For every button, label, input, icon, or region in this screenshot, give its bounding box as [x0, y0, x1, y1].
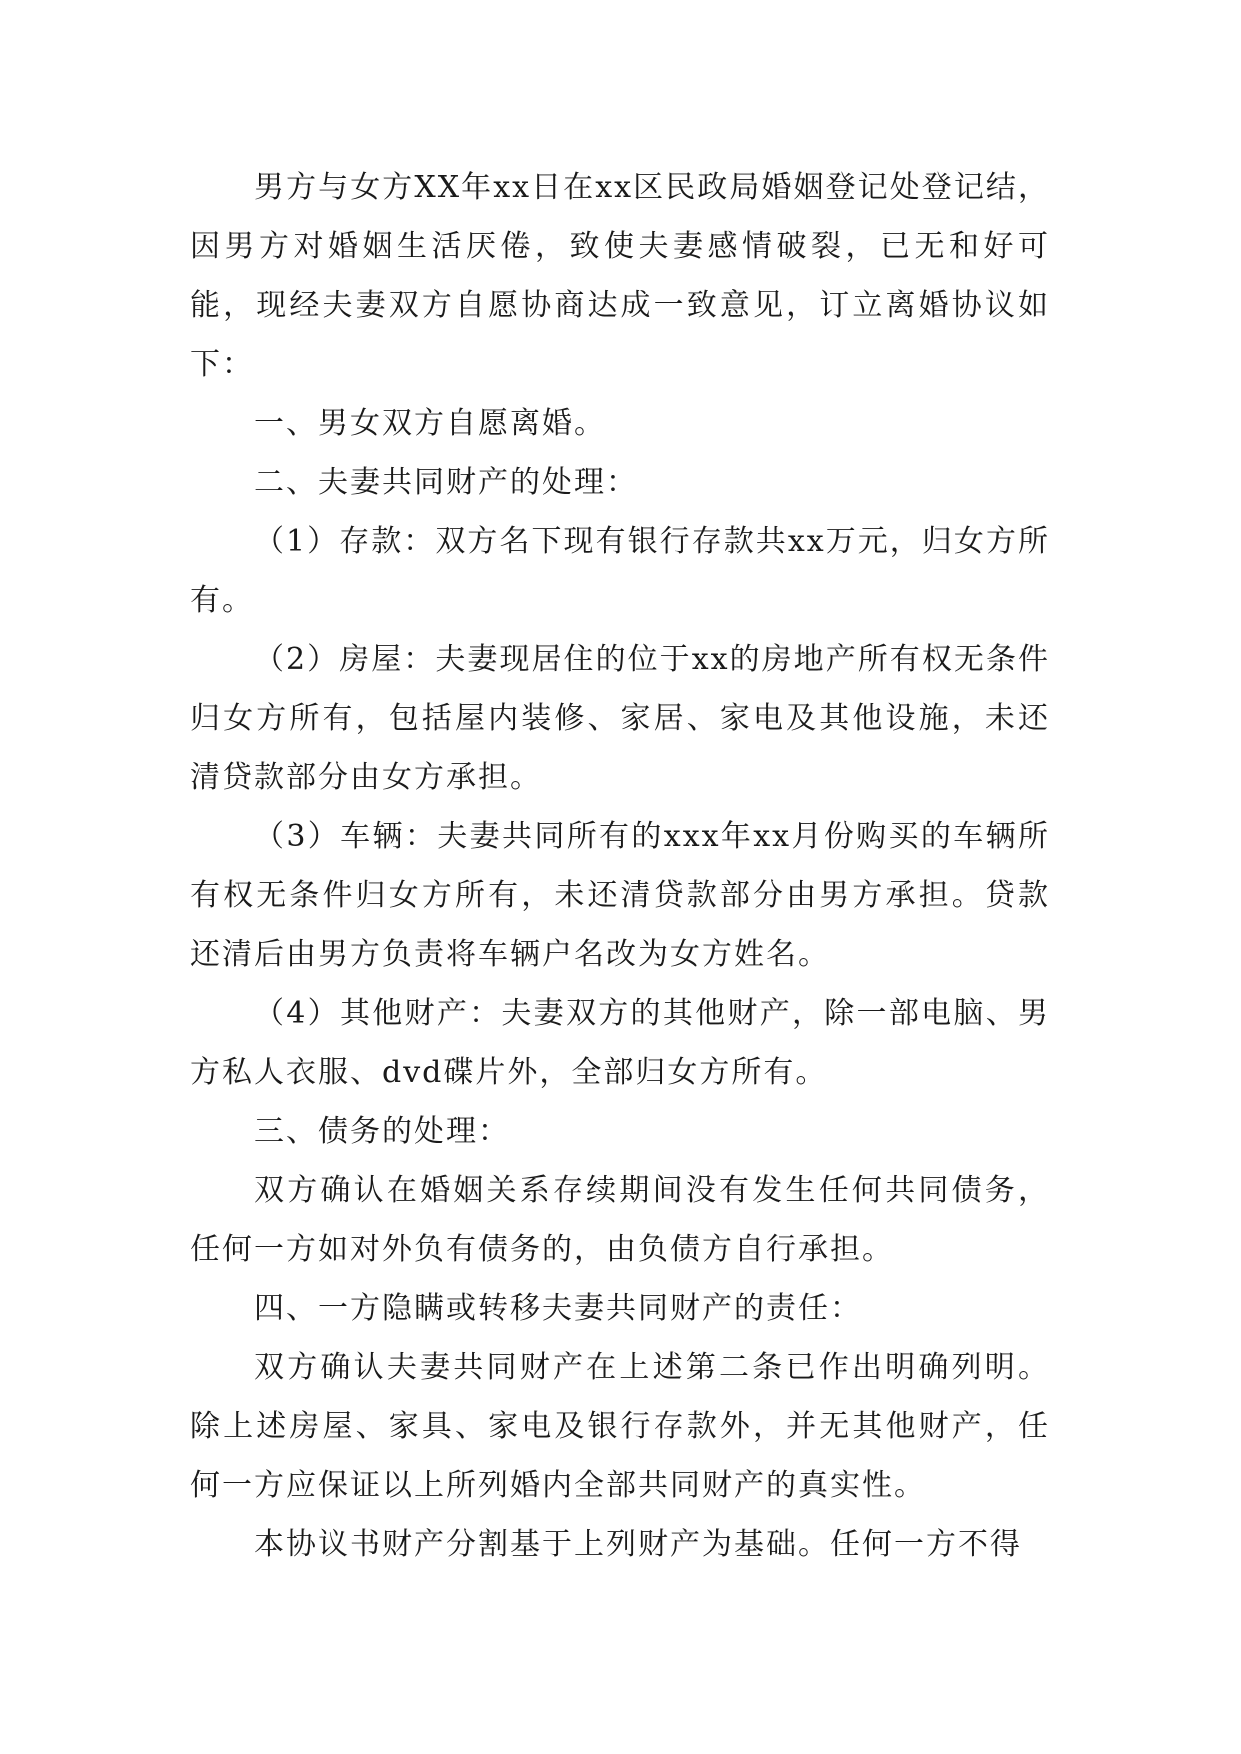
paragraph-vehicle: （3）车辆：夫妻共同所有的xxx年xx月份购买的车辆所有权无条件归女方所有，未还清贷款部分由男方承担。贷款还清后由男方负责将车辆户名改为女方姓名。: [190, 819, 1050, 972]
paragraph-property-confirmation: 双方确认夫妻共同财产在上述第二条已作出明确列明。除上述房屋、家具、家电及银行存款外，并无其他财产，任何一方应保证以上所列婚内全部共同财产的真实性。: [190, 1350, 1050, 1503]
paragraph-clause-2-heading: 二、夫妻共同财产的处理：: [254, 465, 638, 500]
paragraph-debt: 双方确认在婚姻关系存续期间没有发生任何共同债务，任何一方如对外负有债务的，由负债方自行承担。: [190, 1173, 1050, 1267]
paragraph-clause-3-heading: 三、债务的处理：: [254, 1114, 510, 1149]
paragraph-division-basis: 本协议书财产分割基于上列财产为基础。任何一方不得: [254, 1527, 1022, 1562]
paragraph-deposit: （1）存款：双方名下现有银行存款共xx万元，归女方所有。: [190, 524, 1050, 618]
document-body: [190, 158, 1050, 1574]
paragraph-clause-4-heading: 四、一方隐瞒或转移夫妻共同财产的责任：: [254, 1291, 862, 1326]
paragraph-clause-1: 一、男女双方自愿离婚。: [254, 406, 606, 441]
paragraph-intro: 男方与女方XX年xx日在xx区民政局婚姻登记处登记结，因男方对婚姻生活厌倦，致使夫妻感情破裂，已无和好可能，现经夫妻双方自愿协商达成一致意见，订立离婚协议如下：: [190, 170, 1050, 382]
paragraph-house: （2）房屋：夫妻现居住的位于xx的房地产所有权无条件归女方所有，包括屋内装修、家居、家电及其他设施，未还清贷款部分由女方承担。: [190, 642, 1050, 795]
paragraph-other-property: （4）其他财产：夫妻双方的其他财产，除一部电脑、男方私人衣服、dvd碟片外，全部归女方所有。: [190, 996, 1050, 1090]
